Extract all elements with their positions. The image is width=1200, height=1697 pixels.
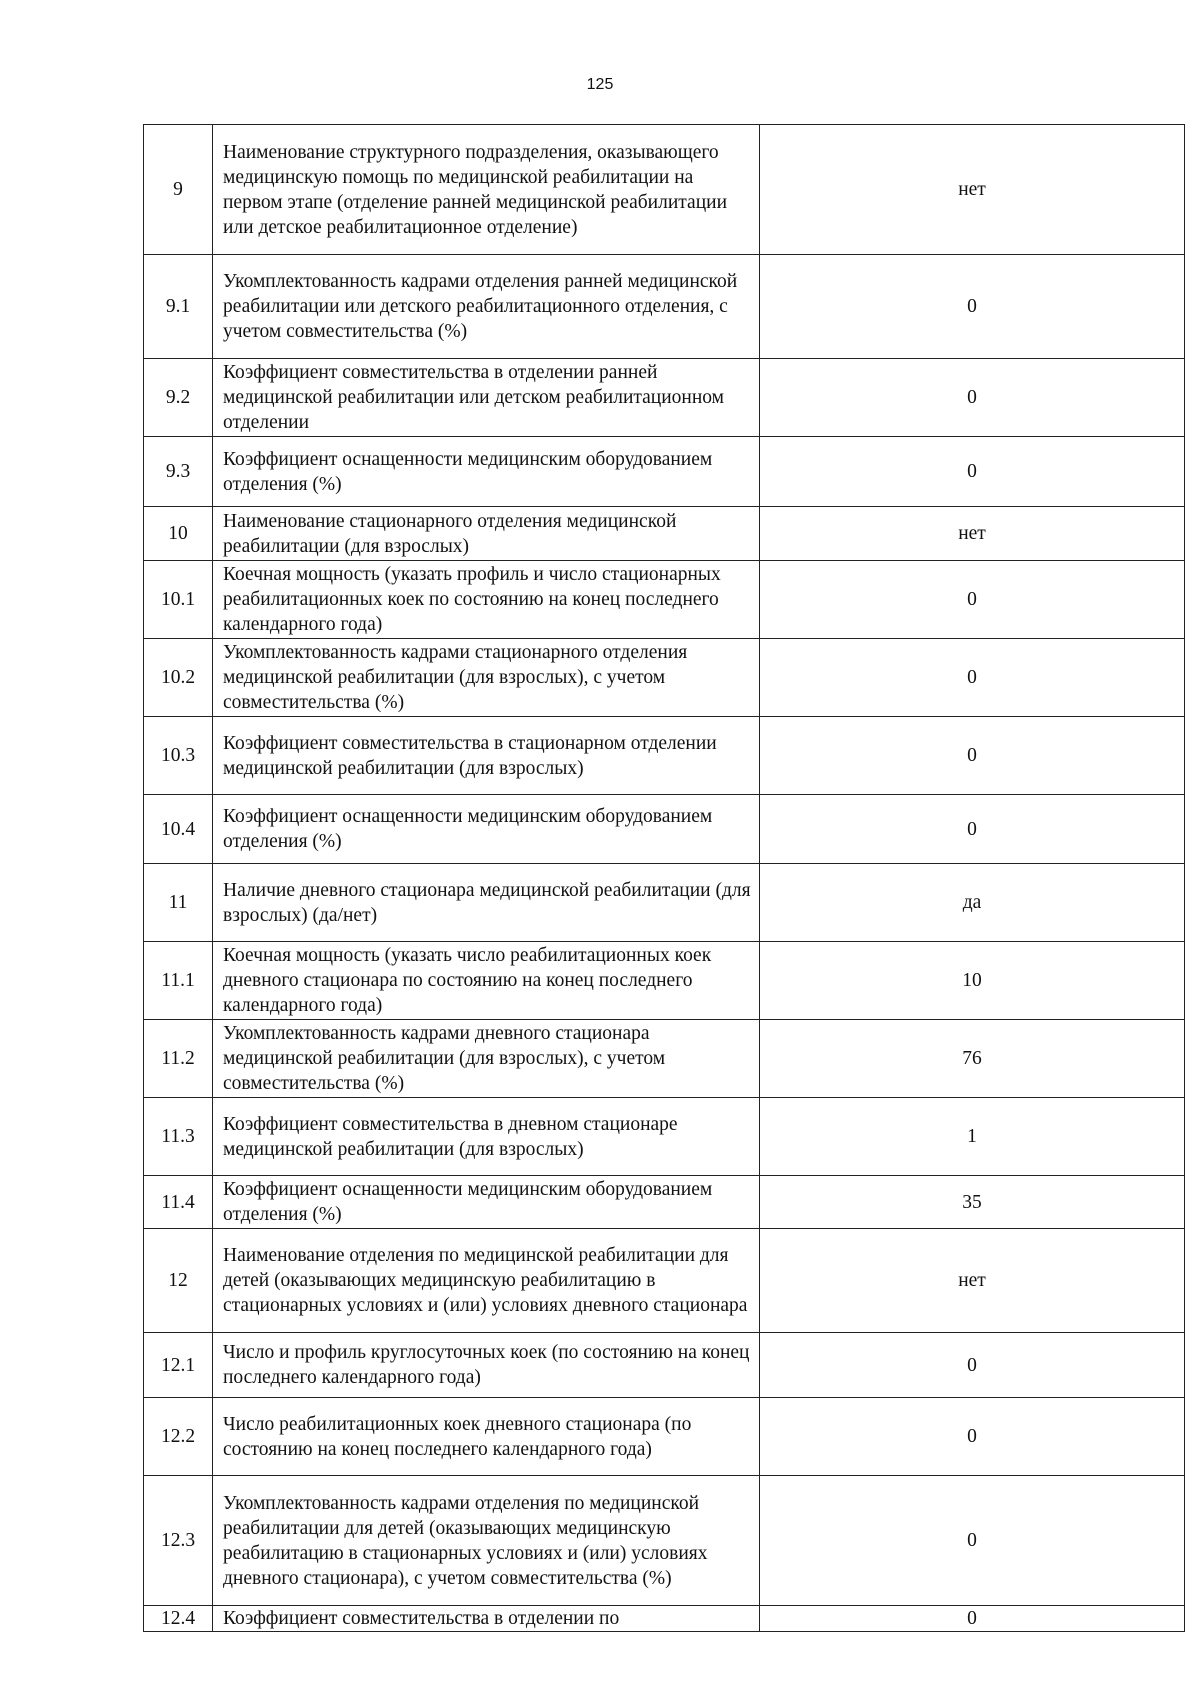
row-description: Укомплектованность кадрами отделения по медицинской реабилитации для детей (оказывающих медицинскую реабилитацию в стационарных условиях и (или) условиях дневного стационара), с учетом совместительства (%) — [213, 1476, 760, 1606]
table-row — [144, 561, 1185, 639]
row-value: да — [760, 864, 1185, 942]
row-description: Наименование стационарного отделения медицинской реабилитации (для взрослых) — [213, 507, 760, 561]
row-value: 35 — [760, 1176, 1185, 1229]
table-row — [144, 942, 1185, 1020]
row-value: 76 — [760, 1020, 1185, 1098]
row-value: 10 — [760, 942, 1185, 1020]
page-number: 125 — [586, 76, 614, 93]
row-number: 11.3 — [144, 1098, 213, 1176]
row-number: 12.1 — [144, 1333, 213, 1398]
row-description: Число реабилитационных коек дневного стационара (по состоянию на конец последнего календарного года) — [213, 1398, 760, 1476]
table-row — [144, 864, 1185, 942]
row-value: 0 — [760, 1333, 1185, 1398]
row-value: нет — [760, 1229, 1185, 1333]
row-number: 12 — [144, 1229, 213, 1333]
row-number: 11 — [144, 864, 213, 942]
row-value: 0 — [760, 639, 1185, 717]
row-number: 10.1 — [144, 561, 213, 639]
row-description: Коэффициент оснащенности медицинским оборудованием отделения (%) — [213, 437, 760, 507]
row-number: 9 — [144, 125, 213, 255]
row-description: Коэффициент совместительства в отделении по — [213, 1606, 760, 1632]
row-number: 12.2 — [144, 1398, 213, 1476]
table-row — [144, 507, 1185, 561]
row-value: нет — [760, 125, 1185, 255]
row-value: 0 — [760, 437, 1185, 507]
row-number: 10.3 — [144, 717, 213, 795]
row-number: 11.1 — [144, 942, 213, 1020]
row-value: 0 — [760, 795, 1185, 864]
row-number: 9.2 — [144, 359, 213, 437]
table-row — [144, 255, 1185, 359]
table-row — [144, 717, 1185, 795]
row-value: 0 — [760, 1476, 1185, 1606]
row-number: 10 — [144, 507, 213, 561]
table-row — [144, 1098, 1185, 1176]
row-description: Коэффициент оснащенности медицинским оборудованием отделения (%) — [213, 795, 760, 864]
row-description: Наименование отделения по медицинской реабилитации для детей (оказывающих медицинскую реабилитацию в стационарных условиях и (или) условиях дневного стационара — [213, 1229, 760, 1333]
row-description: Наименование структурного подразделения, оказывающего медицинскую помощь по медицинской реабилитации на первом этапе (отделение ранней медицинской реабилитации или детское реабилитационное отделение) — [213, 125, 760, 255]
row-description: Коэффициент совместительства в стационарном отделении медицинской реабилитации (для взрослых) — [213, 717, 760, 795]
table-row — [144, 1229, 1185, 1333]
row-value: нет — [760, 507, 1185, 561]
table-row — [144, 1476, 1185, 1606]
row-description: Наличие дневного стационара медицинской реабилитации (для взрослых) (да/нет) — [213, 864, 760, 942]
row-number: 9.3 — [144, 437, 213, 507]
row-value: 0 — [760, 255, 1185, 359]
row-description: Укомплектованность кадрами стационарного отделения медицинской реабилитации (для взрослых), с учетом совместительства (%) — [213, 639, 760, 717]
table-row — [144, 1606, 1185, 1632]
row-number: 10.4 — [144, 795, 213, 864]
row-value: 0 — [760, 1606, 1185, 1632]
row-description: Коечная мощность (указать профиль и число стационарных реабилитационных коек по состоянию на конец последнего календарного года) — [213, 561, 760, 639]
table-row — [144, 1176, 1185, 1229]
row-number: 9.1 — [144, 255, 213, 359]
row-number: 12.4 — [144, 1606, 213, 1632]
row-description: Коэффициент совместительства в дневном стационаре медицинской реабилитации (для взрослых) — [213, 1098, 760, 1176]
data-table — [143, 124, 1185, 1632]
row-value: 0 — [760, 1398, 1185, 1476]
table-row — [144, 125, 1185, 255]
table-row — [144, 639, 1185, 717]
table-row — [144, 1333, 1185, 1398]
table-row — [144, 795, 1185, 864]
row-value: 0 — [760, 561, 1185, 639]
row-number: 12.3 — [144, 1476, 213, 1606]
row-description: Коечная мощность (указать число реабилитационных коек дневного стационара по состоянию на конец последнего календарного года) — [213, 942, 760, 1020]
row-number: 10.2 — [144, 639, 213, 717]
table-row — [144, 359, 1185, 437]
table-row — [144, 1020, 1185, 1098]
row-value: 0 — [760, 717, 1185, 795]
row-description: Коэффициент оснащенности медицинским оборудованием отделения (%) — [213, 1176, 760, 1229]
row-description: Число и профиль круглосуточных коек (по состоянию на конец последнего календарного года) — [213, 1333, 760, 1398]
row-description: Укомплектованность кадрами дневного стационара медицинской реабилитации (для взрослых), с учетом совместительства (%) — [213, 1020, 760, 1098]
row-number: 11.2 — [144, 1020, 213, 1098]
row-description: Укомплектованность кадрами отделения ранней медицинской реабилитации или детского реабилитационного отделения, с учетом совместительства (%) — [213, 255, 760, 359]
row-number: 11.4 — [144, 1176, 213, 1229]
table-row — [144, 1398, 1185, 1476]
row-value: 1 — [760, 1098, 1185, 1176]
row-description: Коэффициент совместительства в отделении ранней медицинской реабилитации или детском реабилитационном отделении — [213, 359, 760, 437]
row-value: 0 — [760, 359, 1185, 437]
table-row — [144, 437, 1185, 507]
